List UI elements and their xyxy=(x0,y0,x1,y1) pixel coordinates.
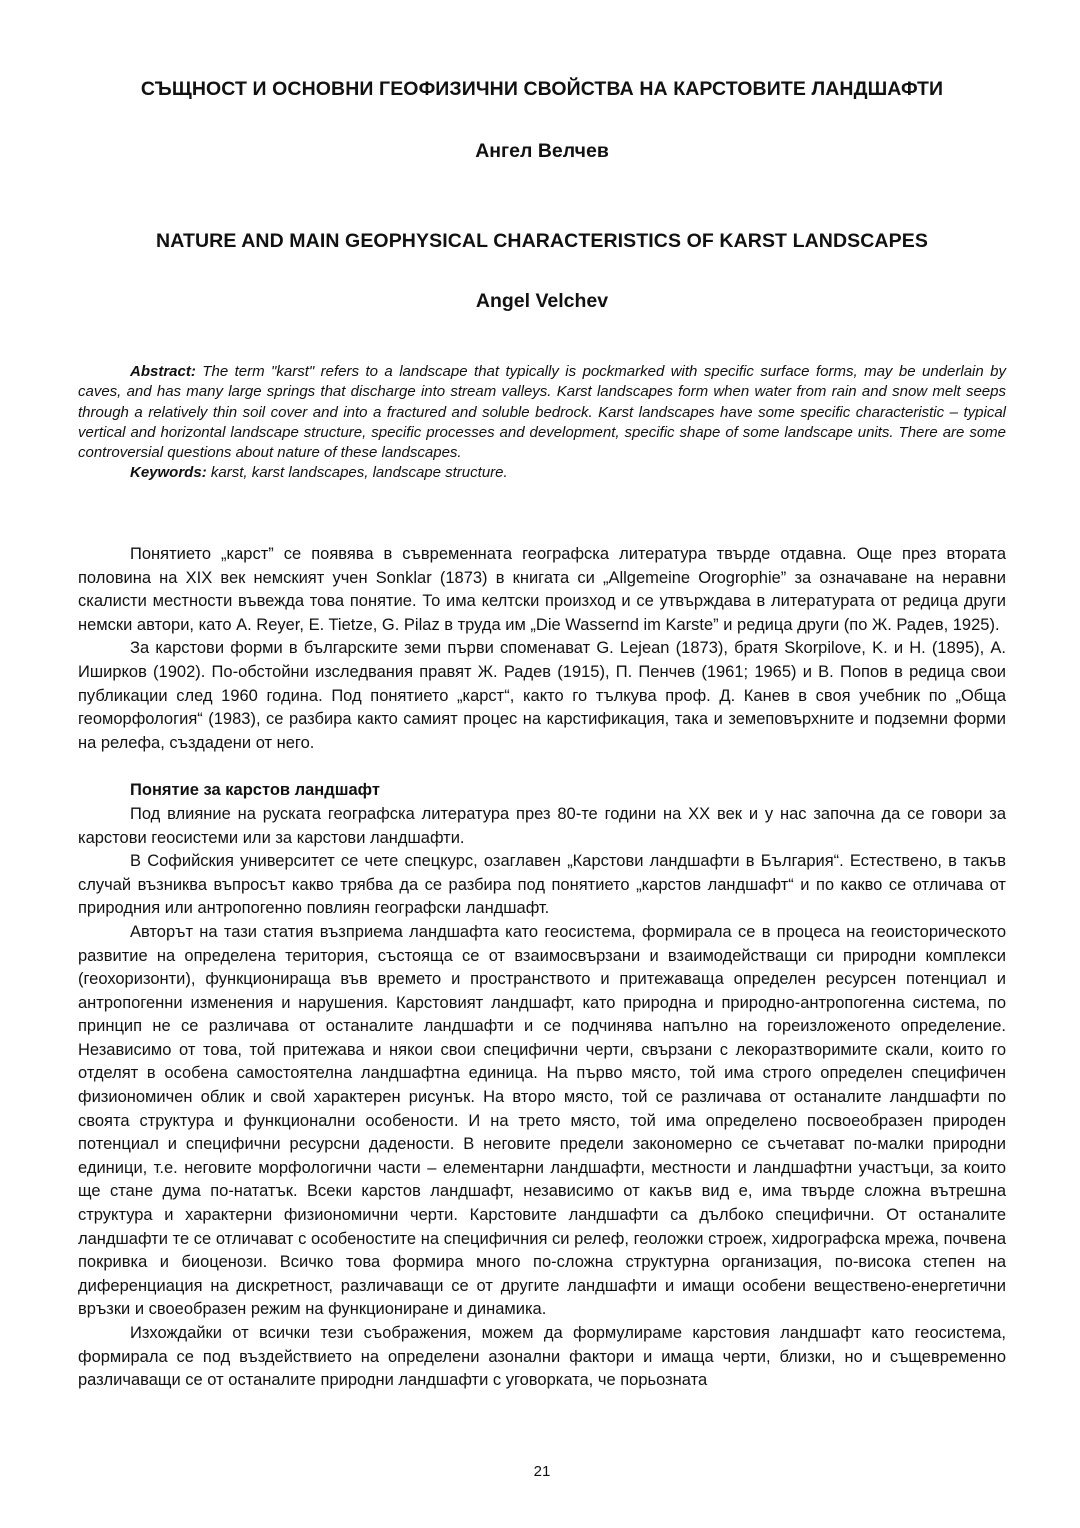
keywords-paragraph xyxy=(78,463,1006,483)
body-paragraph-1: Понятието „карст” се появява в съвременната географска литература твърде отдавна. Още през втората половина на XIX век немският учен Sonklar (1873) в книгата си „Allgemeine Orogrophie” за означаване на неравни скалисти местности въвежда това понятие. То има келтски произход и се утвърждава в литературата от редица други немски автори, като A. Reyer, E. Tietze, G. Pilaz в труда им „Die Wassernd im Karste” и редица други (по Ж. Радев, 1925). xyxy=(78,545,1006,634)
paper-page xyxy=(78,0,1006,1528)
keywords-label: Keywords: xyxy=(130,464,207,482)
title-bulgarian: СЪЩНОСТ И ОСНОВНИ ГЕОФИЗИЧНИ СВОЙСТВА НА КАРСТОВИТЕ ЛАНДШАФТИ xyxy=(140,78,944,100)
abstract-block xyxy=(78,362,1006,484)
page-number: 21 xyxy=(533,1463,551,1480)
body-paragraph-6: Изхождайки от всички тези съображения, можем да формулираме карстовия ландшафт като геосистема, формирала се под въздействието на определени азонални фактори и имаща черти, близки, но и същевременно различаващи се от останалите природни ландшафти с уговорката, че порьозната xyxy=(78,1324,1006,1390)
abstract-paragraph xyxy=(78,362,1006,463)
keywords-text: karst, karst landscapes, landscape structure. xyxy=(206,464,508,482)
abstract-label: Abstract: xyxy=(130,363,196,380)
title-english: NATURE AND MAIN GEOPHYSICAL CHARACTERISTICS OF KARST LANDSCAPES xyxy=(156,230,928,252)
author-bulgarian: Ангел Велчев xyxy=(475,140,609,162)
body-paragraph-4: В Софийския университет се чете спецкурс, озаглавен „Карстови ландшафти в България“. Естествено, в такъв случай възниква въпросът какво трябва да се разбира под понятието „карстов ландшафт“ и по какво се отличава от природния или антропогенно повлиян географски ландшафт. xyxy=(78,852,1006,918)
abstract-text: The term "karst" refers to a landscape that typically is pockmarked with specific surface forms, may be underlain by caves, and has many large springs that discharge into stream valleys. Karst landscapes form when water from rain and snow melt seeps through a relatively thin soil cover and into a fractured and soluble bedrock. Karst landscapes have some specific characteristic – typical vertical and horizontal landscape structure, specific processes and development, specific shape of some landscape units. There are some controversial questions about nature of these landscapes. xyxy=(78,363,1006,462)
section-heading: Понятие за карстов ландшафт xyxy=(130,781,380,800)
body-paragraph-2: За карстови форми в българските земи първи споменават G. Lejean (1873), братя Skorpilove, K. и H. (1895), А. Иширков (1902). По-обстойни изследвания правят Ж. Радев (1915), П. Пенчев (1961; 1965) и В. Попов в редица свои публикации след 1960 година. Под понятието „карст“, както го тълкува проф. Д. Канев в своя учебник по „Обща геоморфология“ (1983), се разбира както самият процес на карстификация, така и земеповърхните и подземни форми на релефа, създадени от него. xyxy=(78,639,1006,752)
body-text xyxy=(78,543,1006,1393)
body-paragraph-3: Под влияние на руската географска литература през 80-те години на XX век и у нас започна да се говори за карстови геосистеми или за карстови ландшафти. xyxy=(78,804,1006,847)
body-paragraph-5: Авторът на тази статия възприема ландшафта като геосистема, формирала се в процеса на геоисторическото развитие на определена територия, състояща се от взаимосвързани и взаимодействащи си природни комплекси (геохоризонти), функционираща във времето и пространството и притежаваща определен ресурсен потенциал и антропогенни изменения и нарушения. Карстовият ландшафт, като природна и природно-антропогенна система, по принцип не се различава от останалите ландшафти и се подчинява напълно на гореизложеното определение. Независимо от това, той притежава и някои свои специфични черти, свързани с лекоразтворимите скали, които го отделят в особена самостоятелна ландшафтна единица. На първо място, той има строго определен специфичен физиономичен облик и свой характерен рисунък. На второ място, той се различава от останалите ландшафти по своята структура и функционални особености. И на трето място, той има определено посвоеобразен природен потенциал и специфични ресурсни дадености. В неговите предели закономерно се съчетават по-малки природни единици, т.е. неговите морфологични части – елементарни ландшафти, местности и ландшафтни участъци, за които ще стане дума по-нататък. Всеки карстов ландшафт, независимо от какъв вид е, има твърде сложна вътрешна структура и характерни физиономични черти. Карстовите ландшафти са дълбоко специфични. От останалите ландшафти те се отличават с особеностите на специфичния си релеф, геоложки строеж, хидрографска мрежа, почвена покривка и биоценози. Всичко това формира много по-сложна структурна организация, по-висока степен на диференциация на дискретност, различаващи се от другите ландшафти и имащи особени веществено-енергетични връзки и своеобразен режим на функциониране и динамика. xyxy=(78,922,1006,1319)
author-english: Angel Velchev xyxy=(475,290,609,312)
